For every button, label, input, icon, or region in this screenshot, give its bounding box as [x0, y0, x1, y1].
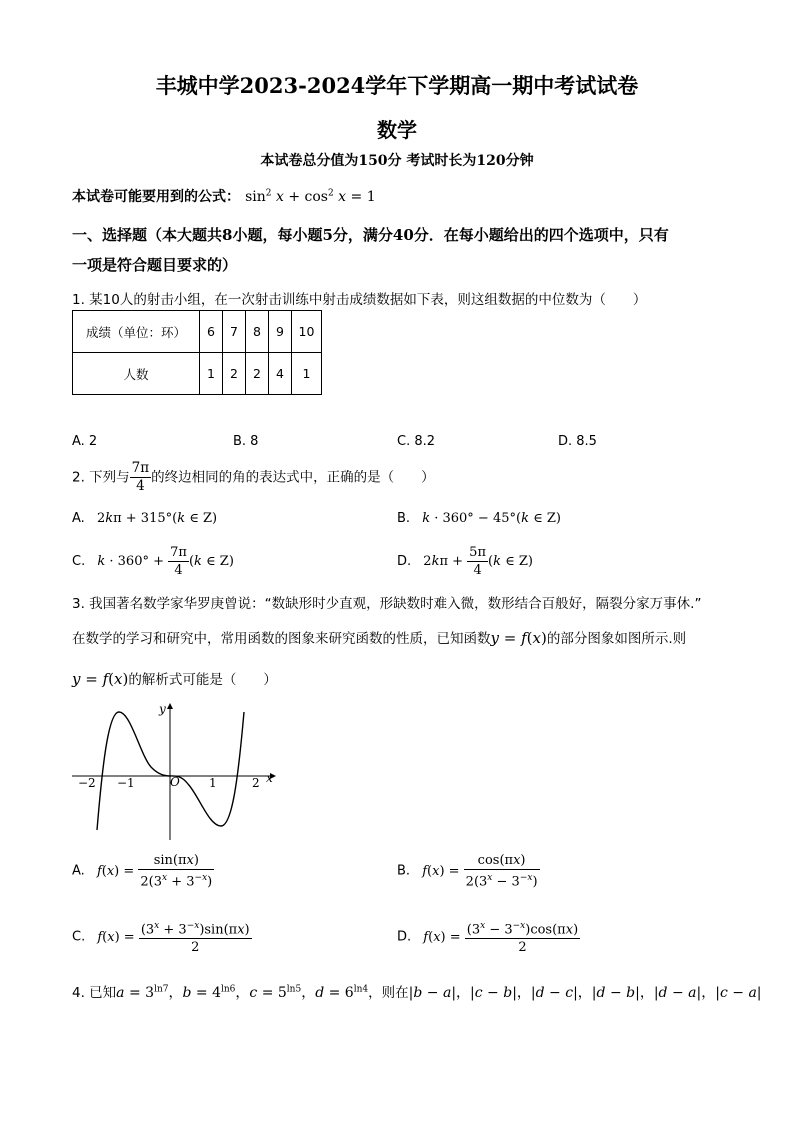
score-cell: 7: [223, 311, 246, 353]
section1-heading-1: 一、选择题（本大题共8小题，每小题5分，满分40分．在每小题给出的四个选项中，只有: [72, 226, 669, 244]
q3-function-graph: [66, 700, 286, 845]
x-axis-label: x: [266, 771, 273, 785]
q2-option-b: B. k · 360° − 45°(k ∈ Z): [397, 511, 561, 526]
table-header-label: 成绩（单位：环）: [73, 311, 200, 353]
score-cell: 10: [292, 311, 322, 353]
q3-option-a-label: A.: [72, 863, 85, 879]
q3-line2-text: 在数学的学习和研究中，常用函数的图象来研究函数的性质，已知函数: [72, 631, 491, 647]
q1-option-b: B. 8: [233, 434, 259, 449]
q3-line2-end: 的部分图象如图所示.则: [546, 631, 687, 647]
exam-info: 本试卷总分值为150分 考试时长为120分钟: [260, 153, 534, 169]
exam-title: 丰城中学2023-2024学年下学期高一期中考试试卷: [155, 73, 639, 98]
x-label-neg1: −1: [117, 776, 135, 790]
q3-line3-end: 的解析式可能是（ ）: [128, 672, 277, 688]
q2-fraction: [130, 460, 151, 495]
origin-label: O: [170, 775, 180, 789]
q3-option-b-label: B.: [397, 863, 411, 879]
q3-line1: 3. 我国著名数学家华罗庚曾说：“数缺形时少直观，形缺数时难入微，数形结合百般好，隔裂分家万事休.”: [72, 596, 702, 612]
q1-score-table: [72, 310, 322, 395]
score-cell: 6: [200, 311, 223, 353]
x-label-neg2: −2: [78, 776, 96, 790]
y-axis-label: y: [159, 702, 166, 716]
x-label-2: 2: [252, 776, 260, 790]
section1-heading-2: 一项是符合题目要求的）: [72, 256, 238, 274]
q2-option-c-label: C.: [72, 554, 86, 569]
q3-option-d-label: D.: [397, 929, 412, 945]
count-cell: 2: [223, 353, 246, 395]
q3-option-d: D. f(x) = $\frac{(3^x - 3^{-x})\cos(\pi x)}{2}$: [397, 918, 580, 956]
q1-stem: 1. 某10人的射击小组，在一次射击训练中射击成绩数据如下表，则这组数据的中位数为（ ）: [72, 292, 647, 308]
q4-stem: 4. 已知$a = 3^{ln7}$，$b = 4^{ln6}$，$c = 5^{ln5}$，$d = 6^{ln4}$，则在|b − a|，|c − b|，|d − c|，|d − b|，|d − a|，|c − a|: [72, 984, 762, 1001]
q3-line2: 在数学的学习和研究中，常用函数的图象来研究函数的性质，已知函数y = f(x)的部分图象如图所示.则: [72, 629, 687, 647]
q1-option-c: C. 8.2: [397, 434, 436, 449]
count-cell: 4: [269, 353, 292, 395]
formula: $\sin^2 x + \cos^2 x = 1$: [245, 188, 376, 205]
x-label-1: 1: [209, 776, 217, 790]
score-cell: 8: [246, 311, 269, 353]
subject-title: 数学: [377, 118, 417, 142]
q4-prefix: 4. 已知: [72, 985, 117, 1001]
q2-option-d-label: D.: [397, 554, 412, 569]
q2-frac-den: 4: [136, 478, 145, 494]
score-cell: 9: [269, 311, 292, 353]
q3-option-c: C. f(x) = $\frac{(3^x + 3^{-x})\sin(\pi x)}{2}$: [72, 918, 252, 956]
q2-option-d: D. 2kπ + $\frac{5\pi}{4}$ (k ∈ Z): [397, 545, 533, 578]
q2-option-b-label: B.: [397, 511, 411, 526]
q1-option-d: D. 8.5: [558, 434, 597, 449]
formula-line: [72, 186, 376, 206]
table-count-label: 人数: [73, 353, 200, 395]
y-axis-arrow-icon: [167, 703, 173, 709]
q1-option-a: A. 2: [72, 434, 98, 449]
q2-stem-prefix: 2. 下列与: [72, 469, 130, 486]
count-cell: 1: [292, 353, 322, 395]
q3-line3: y = f(x)的解析式可能是（ ）: [72, 670, 277, 688]
q2-option-c: C. k · 360° + $\frac{7\pi}{4}$ (k ∈ Z): [72, 545, 234, 578]
q4-middle: ，则在: [368, 985, 409, 1001]
q3-option-a: A. f(x) = $\frac{\sin(\pi x)}{2(3^x + 3^{-x})}$: [72, 853, 213, 890]
q3-option-b: B. f(x) = $\frac{\cos(\pi x)}{2(3^x - 3^{-x})}$: [397, 853, 538, 890]
q2-option-a: A. 2kπ + 315°(k ∈ Z): [72, 511, 218, 526]
q2-frac-num: 7π: [131, 460, 150, 476]
q3-option-c-label: C.: [72, 929, 86, 945]
q2-stem-suffix: 的终边相同的角的表达式中，正确的是（ ）: [151, 469, 435, 486]
q2-stem: [72, 460, 435, 495]
count-cell: 1: [200, 353, 223, 395]
count-cell: 2: [246, 353, 269, 395]
formula-label: 本试卷可能要用到的公式：: [72, 189, 240, 205]
q2-option-a-label: A.: [72, 511, 85, 526]
